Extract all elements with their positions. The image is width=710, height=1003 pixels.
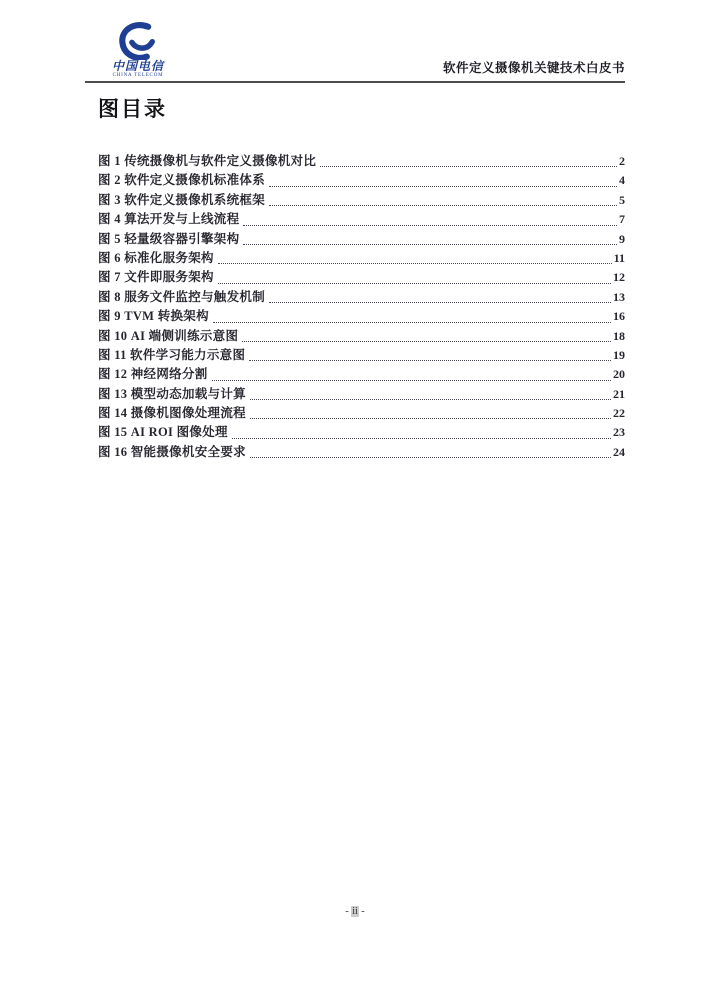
toc-entry-label: 图 15 AI ROI 图像处理 [98,425,228,440]
china-telecom-emblem-icon [117,22,159,60]
toc-entry[interactable] [98,422,625,441]
toc-leader-dots [242,341,611,342]
page-content [85,0,625,461]
toc-entry-label: 图 10 AI 端侧训练示意图 [98,328,239,343]
toc-entry[interactable] [98,345,625,364]
toc-entry-page: 18 [613,328,625,343]
toc-entry-page: 22 [613,406,625,421]
toc-entry[interactable] [98,442,625,461]
toc-entry[interactable] [98,287,625,306]
toc-entry-label: 图 13 模型动态加载与计算 [98,386,246,401]
toc-leader-dots [243,244,617,245]
page-header [85,0,625,83]
toc-leader-dots [213,322,611,323]
toc-entry-label: 图 3 软件定义摄像机系统框架 [98,192,266,207]
toc-entry-label: 图 5 轻量级容器引擎架构 [98,231,240,246]
toc-entry[interactable] [98,229,625,248]
toc-entry[interactable] [98,326,625,345]
toc-leader-dots [269,205,617,206]
toc-entry-label: 图 9 TVM 转换架构 [98,309,209,324]
toc-leader-dots [269,186,617,187]
toc-entry-label: 图 8 服务文件监控与触发机制 [98,289,266,304]
toc-entry-label: 图 2 软件定义摄像机标准体系 [98,173,266,188]
toc-entry-page: 5 [619,192,625,207]
toc-entry[interactable] [98,170,625,189]
footer-page-number: ii [352,906,358,917]
toc-leader-dots [232,438,611,439]
toc-list [98,151,625,461]
toc-entry-label: 图 4 算法开发与上线流程 [98,212,240,227]
toc-leader-dots [243,225,617,226]
footer-prefix: - [345,906,352,917]
toc-entry-page: 12 [613,270,625,285]
toc-leader-dots [320,166,617,167]
toc-entry[interactable] [98,306,625,325]
toc-entry[interactable] [98,209,625,228]
toc-entry[interactable] [98,267,625,286]
page-title: 图目录 [98,97,167,121]
toc-entry-page: 7 [619,212,625,227]
toc-leader-dots [250,418,611,419]
toc-entry-label: 图 12 神经网络分割 [98,367,208,382]
toc-entry-page: 13 [613,289,625,304]
header-doc-title: 软件定义摄像机关键技术白皮书 [442,61,625,75]
toc-entry[interactable] [98,364,625,383]
toc-entry-page: 24 [613,444,625,459]
toc-entry-label: 图 6 标准化服务架构 [98,250,214,265]
page-footer [85,906,625,917]
toc-entry[interactable] [98,403,625,422]
footer-suffix: - [358,906,365,917]
toc-entry-label: 图 7 文件即服务架构 [98,270,214,285]
toc-entry-page: 19 [613,347,625,362]
toc-entry-label: 图 11 软件学习能力示意图 [98,347,246,362]
toc-entry-label: 图 14 摄像机图像处理流程 [98,406,246,421]
toc-entry-page: 21 [613,386,625,401]
toc-leader-dots [269,302,611,303]
toc-entry-page: 11 [613,250,625,265]
toc-leader-dots [212,380,611,381]
toc-leader-dots [250,457,611,458]
logo-brand-cn: 中国电信 [111,59,164,73]
toc-leader-dots [250,399,611,400]
toc-leader-dots [218,283,611,284]
toc-entry[interactable] [98,190,625,209]
toc-entry-page: 9 [619,231,625,246]
toc-entry-page: 23 [613,425,625,440]
toc-entry-label: 图 16 智能摄像机安全要求 [98,444,246,459]
china-telecom-logo [98,22,178,79]
toc-leader-dots [249,360,611,361]
toc-leader-dots [218,263,612,264]
toc-entry-page: 20 [613,367,625,382]
toc-entry[interactable] [98,248,625,267]
toc-entry-page: 2 [619,154,625,168]
toc-entry-page: 16 [613,309,625,324]
toc-entry[interactable] [98,384,625,403]
toc-entry-label: 图 1 传统摄像机与软件定义摄像机对比 [98,154,317,168]
toc-entry-page: 4 [619,173,625,188]
logo-brand-en: CHINA TELECOM [112,73,164,78]
toc-entry[interactable] [98,151,625,170]
